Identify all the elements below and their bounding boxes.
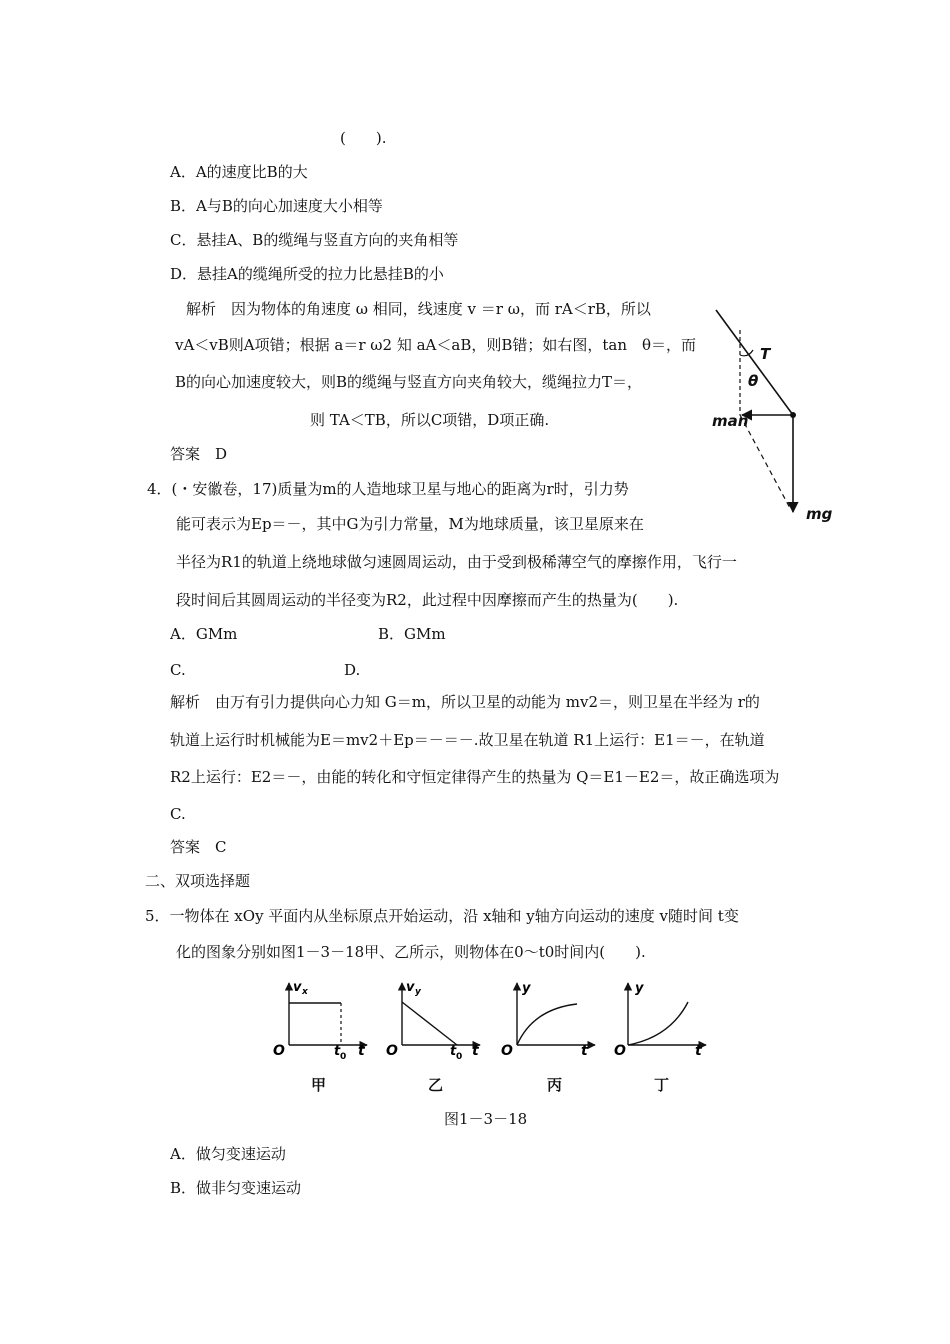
svg-text:x: x xyxy=(302,987,308,997)
svg-text:t: t xyxy=(581,1043,588,1059)
q3-option-d: D．悬挂A的缆绳所受的拉力比悬挂B的小 xyxy=(170,265,444,283)
theta-label: θ xyxy=(748,372,759,390)
q3-explanation-4: 则 TA＜TB，所以C项错，D项正确. xyxy=(310,411,550,429)
q3-option-c: C．悬挂A、B的缆绳与竖直方向的夹角相等 xyxy=(170,231,459,249)
q3-option-b: B．A与B的向心加速度大小相等 xyxy=(170,197,383,215)
section-heading: 二、双项选择题 xyxy=(145,872,251,890)
svg-text:y: y xyxy=(415,987,421,997)
svg-text:v: v xyxy=(406,980,415,995)
q5-option-a: A．做匀变速运动 xyxy=(170,1145,286,1163)
svg-text:t: t xyxy=(695,1043,702,1059)
vx-ylabel: v xyxy=(293,980,302,995)
svg-text:O: O xyxy=(501,1043,513,1059)
bing-curve xyxy=(517,1004,577,1045)
graph-caption-ding: 丁 xyxy=(654,1076,670,1094)
ding-curve xyxy=(628,1002,688,1045)
q5-stem-2: 化的图象分别如图1－3－18甲、乙所示，则物体在0～t0时间内( ). xyxy=(176,943,646,961)
graph-caption-jia: 甲 xyxy=(311,1076,327,1094)
svg-text:t: t xyxy=(450,1044,457,1059)
graph-ding xyxy=(614,981,706,1059)
graph-bing xyxy=(501,981,595,1059)
q3-option-a: A．A的速度比B的大 xyxy=(170,163,308,181)
rope-line xyxy=(716,310,793,415)
svg-text:0: 0 xyxy=(340,1052,347,1062)
q3-paren: ( ). xyxy=(340,129,387,147)
vx-t0: t xyxy=(334,1044,341,1059)
graph-vx xyxy=(273,980,367,1062)
q5-option-b: B．做非匀变速运动 xyxy=(170,1179,302,1197)
q4-explanation-4: C. xyxy=(170,805,186,823)
vx-t: t xyxy=(358,1043,365,1059)
q4-stem-4: 段时间后其圆周运动的半径变为R2，此过程中因摩擦而产生的热量为( ). xyxy=(176,591,679,609)
q4-option-a: A．GMm xyxy=(170,625,238,643)
q3-explanation-3: B的向心加速度较大，则B的缆绳与竖直方向夹角较大，缆绳拉力T＝， xyxy=(175,373,643,391)
mass-point xyxy=(790,412,796,418)
q5-stem-1: 5．一物体在 xOy 平面内从坐标原点开始运动，沿 x轴和 y轴方向运动的速度 v随时间 t变 xyxy=(145,907,739,925)
q4-stem-2: 能可表示为Ep＝－，其中G为引力常量，M为地球质量，该卫星原来在 xyxy=(176,515,644,533)
svg-text:0: 0 xyxy=(456,1052,463,1062)
q4-stem-3: 半径为R1的轨道上绕地球做匀速圆周运动，由于受到极稀薄空气的摩擦作用，飞行一 xyxy=(176,553,737,571)
svg-text:O: O xyxy=(614,1043,626,1059)
q4-option-d: D. xyxy=(344,661,361,679)
q4-explanation-2: 轨道上运行时机械能为E＝mv2＋Ep＝－＝－.故卫星在轨道 R1上运行：E1＝－，在轨道 xyxy=(170,731,765,749)
man-label: man xyxy=(712,412,749,430)
q3-explanation-1: 解析 因为物体的角速度 ω 相同，线速度 v ＝r ω，而 rA＜rB，所以 xyxy=(186,300,651,318)
q4-answer: 答案 C xyxy=(170,838,227,856)
graph-caption-bing: 丙 xyxy=(547,1076,563,1094)
tension-label: T xyxy=(760,345,771,363)
vy-line xyxy=(402,1002,457,1045)
q3-explanation-2: vA＜vB则A项错；根据 a＝r ω2 知 aA＜aB，则B错；如右图，tan θ＝，而 xyxy=(175,336,697,354)
figure-caption: 图1－3－18 xyxy=(444,1110,528,1128)
svg-text:t: t xyxy=(472,1043,479,1059)
q4-option-b: B．GMm xyxy=(378,625,446,643)
motion-graphs xyxy=(265,975,715,1090)
svg-text:y: y xyxy=(522,981,531,996)
mg-label: mg xyxy=(806,505,833,523)
q4-explanation-1: 解析 由万有引力提供向心力知 G＝m，所以卫星的动能为 mv2＝，则卫星在半经为 r的 xyxy=(170,693,760,711)
q4-option-c: C. xyxy=(170,661,186,679)
graph-caption-yi: 乙 xyxy=(428,1076,444,1094)
svg-text:y: y xyxy=(635,981,644,996)
q3-answer: 答案 D xyxy=(170,445,228,463)
q4-explanation-3: R2上运行：E2＝－，由能的转化和守恒定律得产生的热量为 Q＝E1－E2＝，故正确选项为 xyxy=(170,768,780,786)
graph-vy xyxy=(386,980,480,1062)
q4-stem-1: 4．(・安徽卷，17)质量为m的人造地球卫星与地心的距离为r时，引力势 xyxy=(147,480,629,498)
svg-text:O: O xyxy=(386,1043,398,1059)
vx-origin: O xyxy=(273,1043,285,1059)
